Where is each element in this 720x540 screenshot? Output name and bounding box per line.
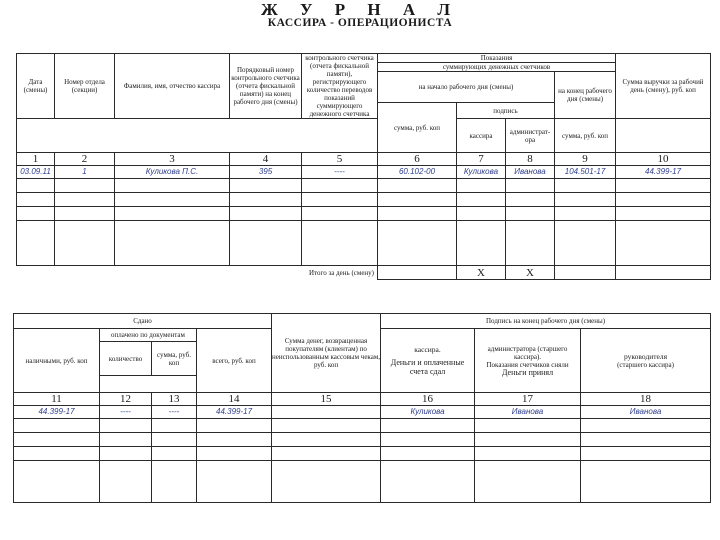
total-x-admin: X <box>506 266 555 280</box>
header-readings: Показания <box>378 54 616 63</box>
cell-counter-reg: ---- <box>302 166 378 179</box>
cashier-journal-bottom-table <box>13 313 711 503</box>
cell-date: 03.09.11 <box>17 166 55 179</box>
col-num-12: 12 <box>100 393 152 406</box>
total-revenue <box>616 266 711 280</box>
header-cash: наличными, руб. коп <box>14 329 100 393</box>
table-row <box>17 207 711 221</box>
header-dept: Номер отдела (секции) <box>55 54 115 119</box>
header-head-note: (старшего кассира) <box>617 360 674 369</box>
header-cashier-note: Деньги и оплаченные счета сдал <box>390 357 465 376</box>
table-row <box>17 193 711 207</box>
column-number-row <box>17 153 711 166</box>
header-start-day: на начало рабочего дня (смены) <box>378 72 555 103</box>
col-num-15: 15 <box>272 393 381 406</box>
col-num-11: 11 <box>14 393 100 406</box>
cell-admin-sign: Иванова <box>506 166 555 179</box>
col-num-8: 8 <box>506 153 555 166</box>
header-spacer-right <box>616 119 711 153</box>
cashier-journal-top-table <box>16 53 711 280</box>
total-row <box>17 266 711 280</box>
col-num-13: 13 <box>152 393 197 406</box>
total-label: Итого за день (смену) <box>302 266 378 280</box>
cell-returned <box>272 406 381 419</box>
total-amount-end <box>555 266 616 280</box>
header-counter-serial: Порядковый номер контрольного счетчика (отчета фискальной памяти) на конец рабочего дня (смены) <box>230 54 302 119</box>
col-num-9: 9 <box>555 153 616 166</box>
header-signature: подпись <box>457 103 555 119</box>
col-num-10: 10 <box>616 153 711 166</box>
cell-fio: Куликова П.С. <box>115 166 230 179</box>
table-row <box>14 419 711 433</box>
cell-total: 44.399-17 <box>197 406 272 419</box>
cell-amount-start: 60.102-00 <box>378 166 457 179</box>
cell-amount-end: 104.501-17 <box>555 166 616 179</box>
header-sign-end: Подпись на конец рабочего дня (смены) <box>381 314 711 329</box>
col-num-14: 14 <box>197 393 272 406</box>
header-counter-reg: контрольного счетчика (отчета фискальной памяти), регистрирующего количество переводов показаний суммирующего денежного счетчика <box>302 54 378 119</box>
header-amount-start: сумма, руб. коп <box>378 103 457 153</box>
col-num-2: 2 <box>55 153 115 166</box>
header-date: Дата (смены) <box>17 54 55 119</box>
header-cashier: кассира <box>457 119 506 153</box>
cell-revenue: 44.399-17 <box>616 166 711 179</box>
header-paid-docs: оплачено по документам <box>100 329 197 342</box>
header-admin-cell <box>475 329 581 393</box>
journal-subtitle: КАССИРА - ОПЕРАЦИОНИСТА <box>267 17 453 29</box>
cell-cashier-sign: Куликова <box>381 406 475 419</box>
header-revenue: Сумма выручки за рабочий день (смену), руб. коп <box>616 54 711 119</box>
col-num-6: 6 <box>378 153 457 166</box>
header-cashier: кассира. <box>414 344 441 354</box>
col-num-5: 5 <box>302 153 378 166</box>
table-row <box>14 406 711 419</box>
cell-counter-serial: 395 <box>230 166 302 179</box>
header-admin-note1: Показания счетчиков сняли <box>486 360 569 369</box>
cell-head-sign: Иванова <box>581 406 711 419</box>
header-total: всего, руб. коп <box>197 329 272 393</box>
table-row <box>17 179 711 193</box>
header-admin-note2: Деньги принял <box>501 367 554 377</box>
header-spacer <box>17 119 378 153</box>
col-num-7: 7 <box>457 153 506 166</box>
cell-dept: 1 <box>55 166 115 179</box>
header-returned: Сумма денег, возвращенная покупателям (клиентам) по неиспользованным кассовым чекам, руб. коп <box>272 314 381 393</box>
header-summing: суммирующих денежных счетчиков <box>378 63 616 72</box>
cell-cash: 44.399-17 <box>14 406 100 419</box>
total-amount-start <box>378 266 457 280</box>
header-qty: количество <box>100 342 152 376</box>
cell-cashier-sign: Куликова <box>457 166 506 179</box>
header-handed: Сдано <box>14 314 272 329</box>
header-amount-end: сумма, руб. коп <box>555 119 616 153</box>
header-admin: администратора (старшего кассира). <box>487 344 568 361</box>
cell-qty: ---- <box>100 406 152 419</box>
col-num-4: 4 <box>230 153 302 166</box>
table-row <box>14 461 711 503</box>
table-row <box>14 447 711 461</box>
col-num-16: 16 <box>381 393 475 406</box>
table-row <box>17 221 711 266</box>
header-sum: сумма, руб. коп <box>152 342 197 376</box>
header-cashier-cell <box>381 329 475 393</box>
cell-sum: ---- <box>152 406 197 419</box>
cell-admin-sign: Иванова <box>475 406 581 419</box>
col-num-1: 1 <box>17 153 55 166</box>
col-num-18: 18 <box>581 393 711 406</box>
header-head: руководителя <box>624 351 668 361</box>
col-num-3: 3 <box>115 153 230 166</box>
header-end-day: на конец рабочего дня (смены) <box>555 72 616 119</box>
header-fio: Фамилия, имя, отчество кассира <box>115 54 230 119</box>
table-row <box>17 166 711 179</box>
journal-title: Ж У Р Н А Л <box>260 0 460 19</box>
column-number-row <box>14 393 711 406</box>
col-num-17: 17 <box>475 393 581 406</box>
header-head-cell <box>581 329 711 393</box>
total-x-cashier: X <box>457 266 506 280</box>
header-admin: администрат-ора <box>506 119 555 153</box>
table-row <box>14 433 711 447</box>
